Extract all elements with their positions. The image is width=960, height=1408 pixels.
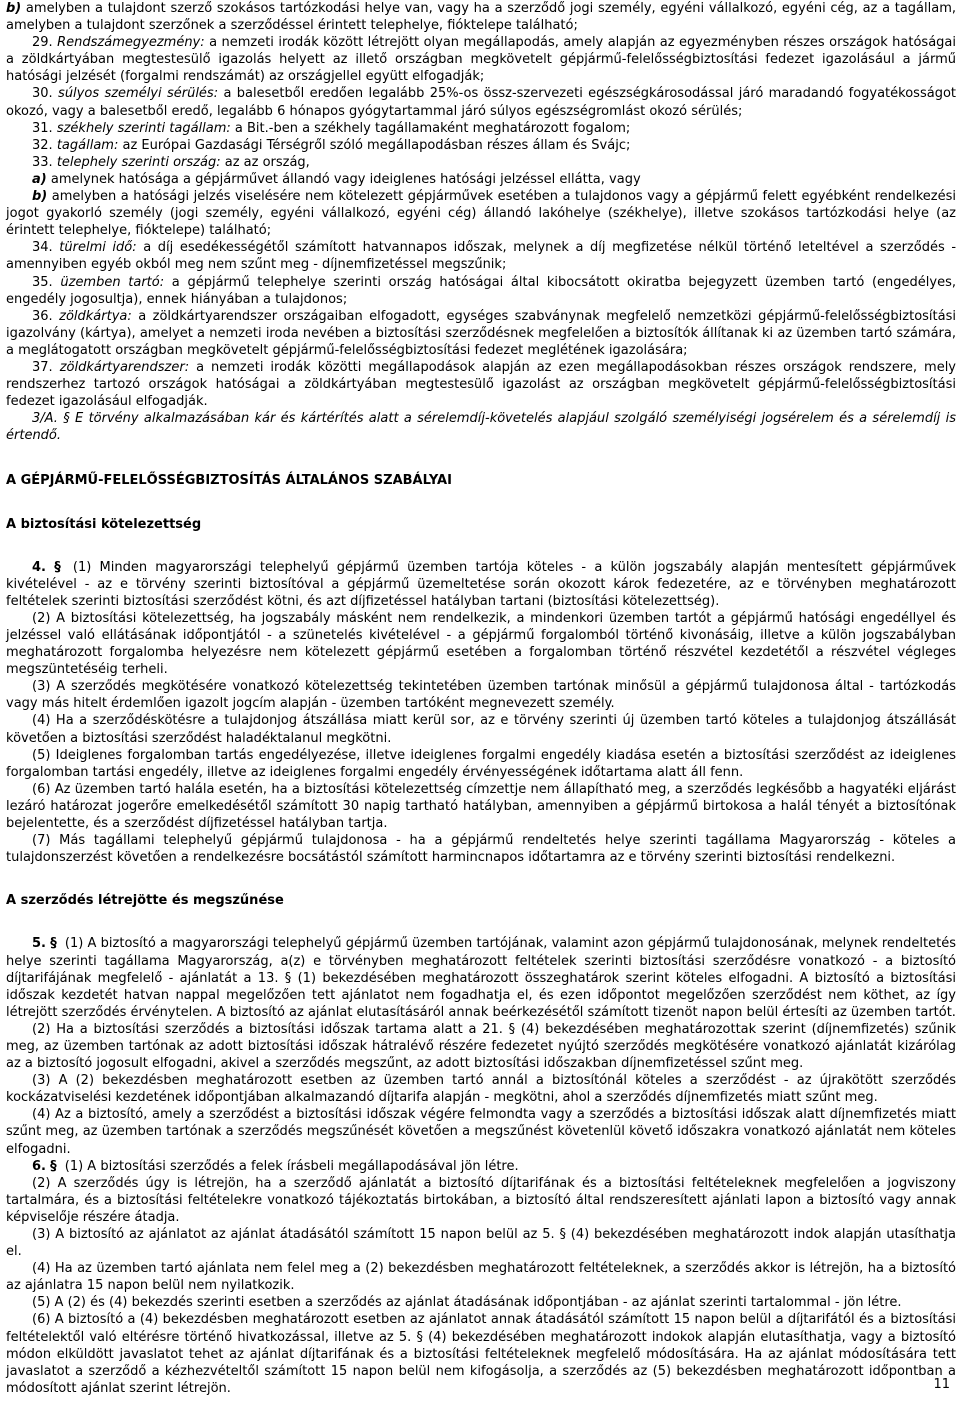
definition-term: Rendszámegyezmény: — [57, 35, 205, 51]
section-sign-link[interactable]: § — [50, 1158, 57, 1174]
definition-term: tagállam: — [56, 137, 119, 153]
section-4-para-3: (3) A szerződés megkötésére vonatkozó kötelezettség tekintetében üzemben tartónak minősül a gépjármű tulajdonosa által - tartózkodás vagy más hitelt érdemlően igazolt jogcím alapján - üzemben tartóként megnevezett személy. — [6, 679, 956, 712]
definition-term: zöldkártyarendszer: — [59, 359, 190, 375]
definition-32 — [6, 137, 956, 154]
definition-number: 31. — [32, 120, 53, 136]
definition-number: 32. — [32, 137, 53, 153]
section-6-para-3: (3) A biztosító az ajánlatot az ajánlat átadásától számított 15 napon belül az 5. § (4) bekezdésében meghatározott indok alapján utasíthatja el. — [6, 1227, 956, 1260]
section-number: 5. — [32, 936, 46, 952]
definition-term: székhely szerinti tagállam: — [56, 120, 231, 136]
definition-b-continuation — [6, 0, 956, 34]
definition-number: 29. — [32, 35, 53, 51]
section-number: 4. — [32, 559, 46, 575]
section-5-para-4: (4) Az a biztosító, amely a szerződést a biztosítási időszak végére felmondta vagy a szerződés a biztosítási időszak alatt díjnemfizetés miatt szűnt meg, az üzemben tartónak a szerződés megszűnését követően a megszűnést követenlül követő időszakra vonatkozó ajánlatát nem köteles elfogadni. — [6, 1107, 956, 1157]
subchapter-heading-contract: A szerződés létrejötte és megszűnése — [6, 893, 284, 909]
section-4-para-4: (4) Ha a szerződéskötésre a tulajdonjog átszállása miatt kerül sor, az e törvény szerinti új üzemben tartó köteles a tulajdonjog átszállását követően a biztosítási szerződést haladéktalanul megkötni. — [6, 713, 956, 746]
definition-number: 35. — [32, 274, 53, 290]
spacer — [6, 866, 956, 892]
definition-text: a nemzeti irodák között létrejött olyan megállapodás, amely alapján az egyezményben részes országok hatóságai a zöldkártyában megtestesülő igazolás helyett az illető országban megkövetelt gépjármű-felelősségbiztosítási fedezet igazolásául a jármű hatósági jelzését (forgalmi rendszámát) az országjellel együtt elfogadják; — [6, 35, 957, 85]
section-6-para-6: (6) A biztosító a (4) bekezdésben meghatározott esetben az ajánlatot annak átadásától számított 15 napon belül a díjtarifától és a biztosítási feltételektől való eltérésre történő hivatkozással, illetve az 5. § (4) bekezdésében meghatározott indokok alapján elutasíthatja, vagy a biztosító módon elküldött javaslatot tehet az ajánlat díjtarifának és a biztosítási feltételeknek megfelelő módosítására. Ha az ajánlat módosítására tett javaslatot a szerződő a kézhezvételtől számított 15 napon belül nem kifogásolja, a szerződés az (5) bekezdésben meghatározott időpontban a módosított ajánlat szerint létrejön. — [6, 1312, 956, 1396]
definition-number: 34. — [32, 240, 53, 256]
definition-text: a zöldkártyarendszer országaiban elfogadott, egységes szabványnak megfelelő nemzetközi gépjármű-felelősségbiztosítási igazolvány (kártya), amelyet a nemzeti iroda nevében a biztosítási szerződésnek megfelelően a biztosítók állítanak ki az üzemben tartó számára, a meglátogatott országban megkövetelt gépjármű-felelősségbiztosítási fedezet meglétének igazolására; — [6, 308, 956, 358]
page-number: 11 — [933, 1377, 950, 1392]
definition-29 — [6, 34, 956, 85]
section-sign-link[interactable]: § — [50, 936, 57, 952]
document-page — [6, 0, 956, 1397]
section-6-para-2: (2) A szerződés úgy is létrejön, ha a szerződő ajánlatát a biztosító díjtarifának és a biztosítási feltételeknek megfelelően a jogviszony tartalmára, és a biztosítási feltételekre vonatkozó tájékoztatás birtokában, a biztosító által rendszeresített ajánlati lapon a biztosító vagy annak képviselője részére átadja. — [6, 1175, 956, 1225]
section-4-para-5: (5) Ideiglenes forgalomban tartás engedélyezése, illetve ideiglenes forgalmi engedély kiadása esetén a biztosítási szerződést az ideiglenes forgalomban tartási engedély, illetve az ideiglenes forgalmi engedély érvényességének időtartama alatt áll fenn. — [6, 747, 956, 780]
item-mark: a) — [32, 171, 47, 187]
subchapter-heading-obligation: A biztosítási kötelezettség — [6, 516, 202, 532]
definition-34 — [6, 239, 956, 273]
section-5-para-1 — [6, 935, 956, 1020]
definition-36 — [6, 308, 956, 359]
definition-text: a gépjármű telephelye szerinti ország hatóságai által kibocsátott okiratba bejegyzett üzemben tartó (engedélyes, engedély jogosultja), ennek hiányában a tulajdonos; — [6, 274, 957, 307]
section-sign-link[interactable]: § — [54, 559, 61, 575]
section-4-para-7: (7) Más tagállami telephelyű gépjármű tulajdonosa - ha a gépjármű rendeltetés helye szerinti tagállama Magyarország - köteles a tulajdonszerzést követően a rendelkezésre bocsátástól számított harmincnapos időtartamra az e törvény szerinti biztosítási rendelkezni. — [6, 833, 956, 866]
paragraph-text: (1) A biztosító a magyarországi telephelyű gépjármű üzemben tartójának, valamint azon gépjármű tulajdonosának, melynek rendeltetés helye szerinti tagállama Magyarország, a(z) e törvényben meghatározott feltételek szerinti biztosítási szerződésre vonatkozó - a biztosító díjtarifájának megfelelő - ajánlatát a 13. § (1) bekezdésében meghatározott összeghatárok szerint köteles elfogadni. A biztosító a biztosítási időszak kezdetét hatvan nappal megelőzően tett ajánlatot nem fogadhatja el, és ezen időpontot megelőzően szerződést nem köthet, az így létrejött szerződés érvénytelen. A biztosító az ajánlat elutasításáról annak beérkezésétől számított tizenöt napon belül értesíti az üzemben tartót. — [6, 936, 956, 1020]
section-3a — [6, 410, 956, 444]
definition-text: a díj esedékességétől számított hatvannapos időszak, melynek a díj megfizetése nélkül történő leteltével a szerződés - amennyiben egyéb okból meg nem szűnt meg - díjnemfizetéssel megszűnik; — [6, 240, 957, 273]
section-5-para-2: (2) Ha a biztosítási szerződés a biztosítási időszak tartama alatt a 21. § (4) bekezdésében meghatározottak szerint (díjnemfizetés) szűnik meg, az üzemben tartónak az adott biztosítási időszak hátralévő részére fedezetet nyújtó szerződés megkötésére vonatkozó ajánlatát kizárólag az a biztosító jogosult elfogadni, akivel a szerződés megszűnt, az adott biztosítási időszakban díjnemfizetéssel szűnt meg. — [6, 1021, 956, 1072]
section-6-para-1 — [6, 1158, 956, 1175]
section-6-para-5: (5) A (2) és (4) bekezdés szerinti esetben a szerződés az ajánlat átadásának időpontjában - az ajánlat szerinti tartalommal - jön létre. — [32, 1295, 902, 1311]
section-sign-link[interactable]: § — [63, 411, 70, 427]
definition-text: az az ország, — [220, 154, 310, 170]
spacer — [6, 444, 956, 472]
section-text: E törvény alkalmazásában kár és kártérítés alatt a sérelemdíj-követelés alapjául szolgáló személyiségi jogsérelem és a sérelemdíj is értendő. — [6, 411, 956, 444]
definition-37 — [6, 359, 956, 410]
definition-35 — [6, 274, 956, 308]
paragraph-text: (1) Minden magyarországi telephelyű gépjármű üzemben tartója köteles - a külön jogszabály alapján mentesített gépjárművek kivételével - az e törvény szerinti biztosítóval a gépjármű üzemeltetése során okozott károk fedezetére, az e törvényben meghatározott feltételek szerinti biztosítási szerződést kötni, és azt díjfizetéssel hatályban tartani (biztosítási kötelezettség). — [6, 559, 956, 609]
definition-number: 37. — [32, 359, 53, 375]
definition-term: türelmi idő: — [59, 240, 137, 256]
definition-term: telephely szerinti ország: — [56, 154, 221, 170]
definition-term: súlyos személyi sérülés: — [58, 86, 219, 102]
definition-number: 33. — [32, 154, 53, 170]
spacer — [6, 909, 956, 935]
spacer — [6, 490, 956, 516]
definition-text: a balesetből eredően legalább 25%-os össz-szervezeti egészségkárosodással járó maradandó fogyatékosságot okozó, vagy a balesetből eredő, legalább 6 hónapos gyógytartammal járó súlyos egészségromlást okozó sérülés; — [6, 86, 956, 119]
definition-number: 30. — [32, 86, 53, 102]
definition-30 — [6, 85, 956, 119]
section-4-para-6: (6) Az üzemben tartó halála esetén, ha a biztosítási kötelezettség címzettje nem állapítható meg, a szerződés legkésőbb a hagyatéki eljárást lezáró határozat jogerőre emelkedésétől számított 30 napig tartható hatályban, amennyiben a gépjármű birtokosa a halál tényét a biztosítónak bejelentette, és a szerződést díjfizetéssel hatályban tartja. — [6, 781, 956, 832]
definition-text: amelyben a tulajdont szerző szokásos tartózkodási helye van, vagy ha a szerződő jogi személy, egyéni vállalkozó, egyéni cég, az a tagállam, amelyben a tulajdont szerzőnek a szerződéssel érintett telephelye, fióktelepe található; — [6, 1, 956, 34]
definition-text: az Európai Gazdasági Térségről szóló megállapodásban részes állam és Svájc; — [118, 137, 631, 153]
section-number: 6. — [32, 1158, 46, 1174]
definition-term: üzemben tartó: — [60, 274, 165, 290]
definition-text: amelynek hatósága a gépjárművet állandó vagy ideiglenes hatósági jelzéssel ellátta, vagy — [46, 171, 641, 187]
definition-33-a — [6, 171, 956, 188]
section-number: 3/A. — [32, 411, 58, 427]
item-mark: b) — [32, 189, 48, 205]
section-5-para-3: (3) A (2) bekezdésben meghatározott esetben az üzemben tartó annál a biztosítónál köteles a szerződést - az újrakötött szerződés kockázatviselési kezdetének időpontjában alkalmazandó díjtarifa alapján - megkötni, ahol a szerződés díjnemfizetés miatt szűnt meg. — [6, 1073, 956, 1106]
definition-31 — [6, 120, 956, 137]
definition-text: a Bit.-ben a székhely tagállamaként meghatározott fogalom; — [230, 120, 631, 136]
spacer — [6, 533, 956, 559]
definition-number: 36. — [32, 308, 53, 324]
chapter-heading: A GÉPJÁRMŰ-FELELŐSSÉGBIZTOSÍTÁS ÁLTALÁNOS SZABÁLYAI — [6, 473, 452, 489]
definition-text: a nemzeti irodák közötti megállapodások alapján az ezen megállapodásokban részes országok rendszere, mely rendszerhez tartozó országok hatóságai a zöldkártyában megtestesülő igazolást az országban megkövetelt gépjármű-felelősségbiztosítási fedezet igazolásául elfogadják. — [6, 359, 957, 410]
item-mark: b) — [6, 1, 22, 16]
section-6-para-4: (4) Ha az üzemben tartó ajánlata nem felel meg a (2) bekezdésben meghatározott feltételeknek, a szerződés akkor is létrejön, ha a biztosító az ajánlatra 15 napon belül nem nyilatkozik. — [6, 1261, 956, 1294]
section-4-para-2: (2) A biztosítási kötelezettség, ha jogszabály másként nem rendelkezik, a mindenkori üzemben tartót a gépjármű hatósági engedéllyel és jelzéssel való ellátásának időpontjától - a szünetelés kivételével - a gépjármű forgalomból történő kivonásáig, illetve a külön jogszabályban meghatározott forgalomba helyezésre nem kötelezett gépjármű esetében a forgalomban történő részvétel kezdetétől a részvétel végleges megszüntetéséig terheli. — [6, 610, 956, 678]
paragraph-text: (1) A biztosítási szerződés a felek írásbeli megállapodásával jön létre. — [60, 1158, 519, 1174]
section-4-para-1 — [6, 559, 956, 610]
definition-33 — [6, 154, 956, 171]
definition-term: zöldkártya: — [59, 308, 132, 324]
definition-text: amelyben a hatósági jelzés viselésére nem kötelezett gépjárművek esetében a tulajdonos vagy a gépjármű felett egyébként rendelkezési jogot gyakorló személy (jogi személy, egyéni vállalkozó, egyéni cég) állandó lakóhelye (székhelye), illetve szokásos tartózkodási helye (az érintett telephelye, fióktelepe) található; — [6, 189, 956, 239]
definition-33-b — [6, 188, 956, 239]
